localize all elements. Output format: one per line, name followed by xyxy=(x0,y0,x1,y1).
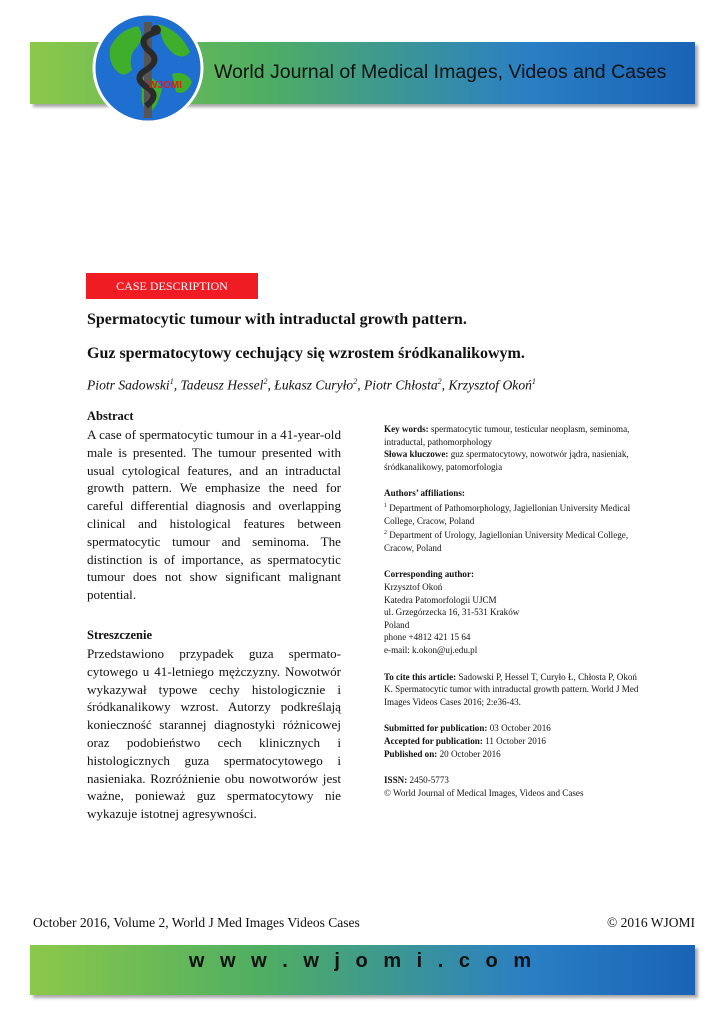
corresponding-author-block xyxy=(384,568,646,656)
affiliation-1: Department of Pathomorphology, Jagiellonian University Medical College, Cracow, Poland xyxy=(384,503,631,526)
submitted-label: Submitted for publication: xyxy=(384,723,488,734)
corr-name: Krzysztof Okoń xyxy=(384,582,443,592)
corresponding-label: Corresponding author: xyxy=(384,569,475,580)
article-info-sidebar xyxy=(384,423,646,813)
streszczenie-text: Przedstawiono przypadek guza spermato-cytowego u 41-letniego mężczyzny. Nowotwór wykazywał typowe cechy histologicznie i śródkanalikowy wzrost. Autorzy podkreślają konieczność starannej diagnostyki różnicowej oraz podobieństwo cech klinicznych i histologicznych guza spermatocytowego i nasieniaka. Rozróżnienie obu nowotworów jest ważne, ponieważ guz spermatocytowy nie wykazuje istotnej agresywności. xyxy=(87,645,341,822)
affiliations-block xyxy=(384,487,646,554)
affiliation-mark: 2 xyxy=(384,530,387,537)
issn-block xyxy=(384,774,646,799)
accepted-date: 11 October 2016 xyxy=(485,735,546,746)
corr-email[interactable]: e-mail: k.okon@uj.edu.pl xyxy=(384,644,478,655)
abstract-column xyxy=(87,409,341,823)
author-name: Tadeusz Hessel xyxy=(180,377,264,393)
published-date: 20 October 2016 xyxy=(439,748,501,759)
affiliation-mark: 1 xyxy=(384,502,387,509)
keywords-block xyxy=(384,423,646,473)
author-affiliation-mark: 1 xyxy=(531,377,536,386)
journal-title: World Journal of Medical Images, Videos and Cases xyxy=(214,61,667,83)
slowa-kluczowe-label: Słowa kluczowe: xyxy=(384,449,449,460)
journal-logo-globe xyxy=(88,8,208,128)
author-name: Piotr Chłosta xyxy=(364,377,438,393)
copyright-text: © World Journal of Medical Images, Videos and Cases xyxy=(384,787,584,798)
author-affiliation-mark: 2 xyxy=(353,377,358,386)
keywords-value: spermatocytic tumour, testicular neoplasm, seminoma, intraductal, pathomorphology xyxy=(384,424,630,447)
issn-value: 2450-5773 xyxy=(409,775,449,786)
slowa-kluczowe-value: guz spermatocytowy, nowotwór jądra, nasieniak, śródkanalikowy, patomorfologia xyxy=(384,449,629,472)
affiliations-label: Authors’ affiliations: xyxy=(384,488,465,499)
abstract-heading: Abstract xyxy=(87,409,134,423)
footer-copyright: © 2016 WJOMI xyxy=(606,915,695,930)
affiliation-2: Department of Urology, Jagiellonian University Medical College, Cracow, Poland xyxy=(384,530,629,553)
author-name: Krzysztof Okoń xyxy=(448,377,532,393)
author-affiliation-mark: 2 xyxy=(263,377,268,386)
accepted-label: Accepted for publication: xyxy=(384,735,483,746)
author-affiliation-mark: 2 xyxy=(437,377,442,386)
article-title-english: Spermatocytic tumour with intraductal growth pattern. xyxy=(87,311,467,328)
footer-issue-info: October 2016, Volume 2, World J Med Images Videos Cases xyxy=(33,915,360,930)
keywords-label: Key words: xyxy=(384,424,429,434)
streszczenie-heading: Streszczenie xyxy=(87,627,153,642)
issn-label: ISSN: xyxy=(384,775,408,786)
corr-country: Poland xyxy=(384,619,410,630)
logo-text: WJOMI xyxy=(148,80,182,91)
dates-block xyxy=(384,722,646,760)
cite-text: Sadowski P, Hessel T, Curyło Ł, Chłosta P, Okoń K. Spermatocytic tumor with intraductal growth pattern. World J Med Images Videos Cases 2016; 2:e36-43. xyxy=(384,671,639,707)
section-label: CASE DESCRIPTION xyxy=(86,273,258,299)
cite-label: To cite this article: xyxy=(384,671,457,682)
submitted-date: 03 October 2016 xyxy=(489,723,551,734)
corr-dept: Katedra Patomorfologii UJCM xyxy=(384,594,497,605)
author-affiliation-mark: 1 xyxy=(169,377,174,386)
corr-street: ul. Grzegórzecka 16, 31-531 Kraków xyxy=(384,607,520,618)
abstract-text: A case of spermatocytic tumour in a 41-year-old male is presented. The tumour presented with usual cytological features, and an intraductal growth pattern. We emphasize the need for careful differential diagnosis and overlapping clinical and histological features between spermatocytic tumour and seminoma. The distinction is of importance, as spermatocytic tumour does not show significant malignant potential. xyxy=(87,427,341,603)
website-url[interactable]: w w w . w j o m i . c o m xyxy=(188,950,537,972)
author-list: Piotr Sadowski$^1$, Tadeusz Hessel$^2$, Łukasz Curyło$^2$, Piotr Chłosta$^2$, Krzysztof Okoń$^1$ xyxy=(87,377,536,393)
author-name: Piotr Sadowski xyxy=(87,377,170,393)
corr-phone: phone +4812 421 15 64 xyxy=(384,632,471,643)
citation-block xyxy=(384,671,646,709)
published-label: Published on: xyxy=(384,748,438,759)
author-name: Łukasz Curyło xyxy=(274,377,354,393)
article-title-polish: Guz spermatocytowy cechujący się wzrostem śródkanalikowym. xyxy=(87,345,525,362)
